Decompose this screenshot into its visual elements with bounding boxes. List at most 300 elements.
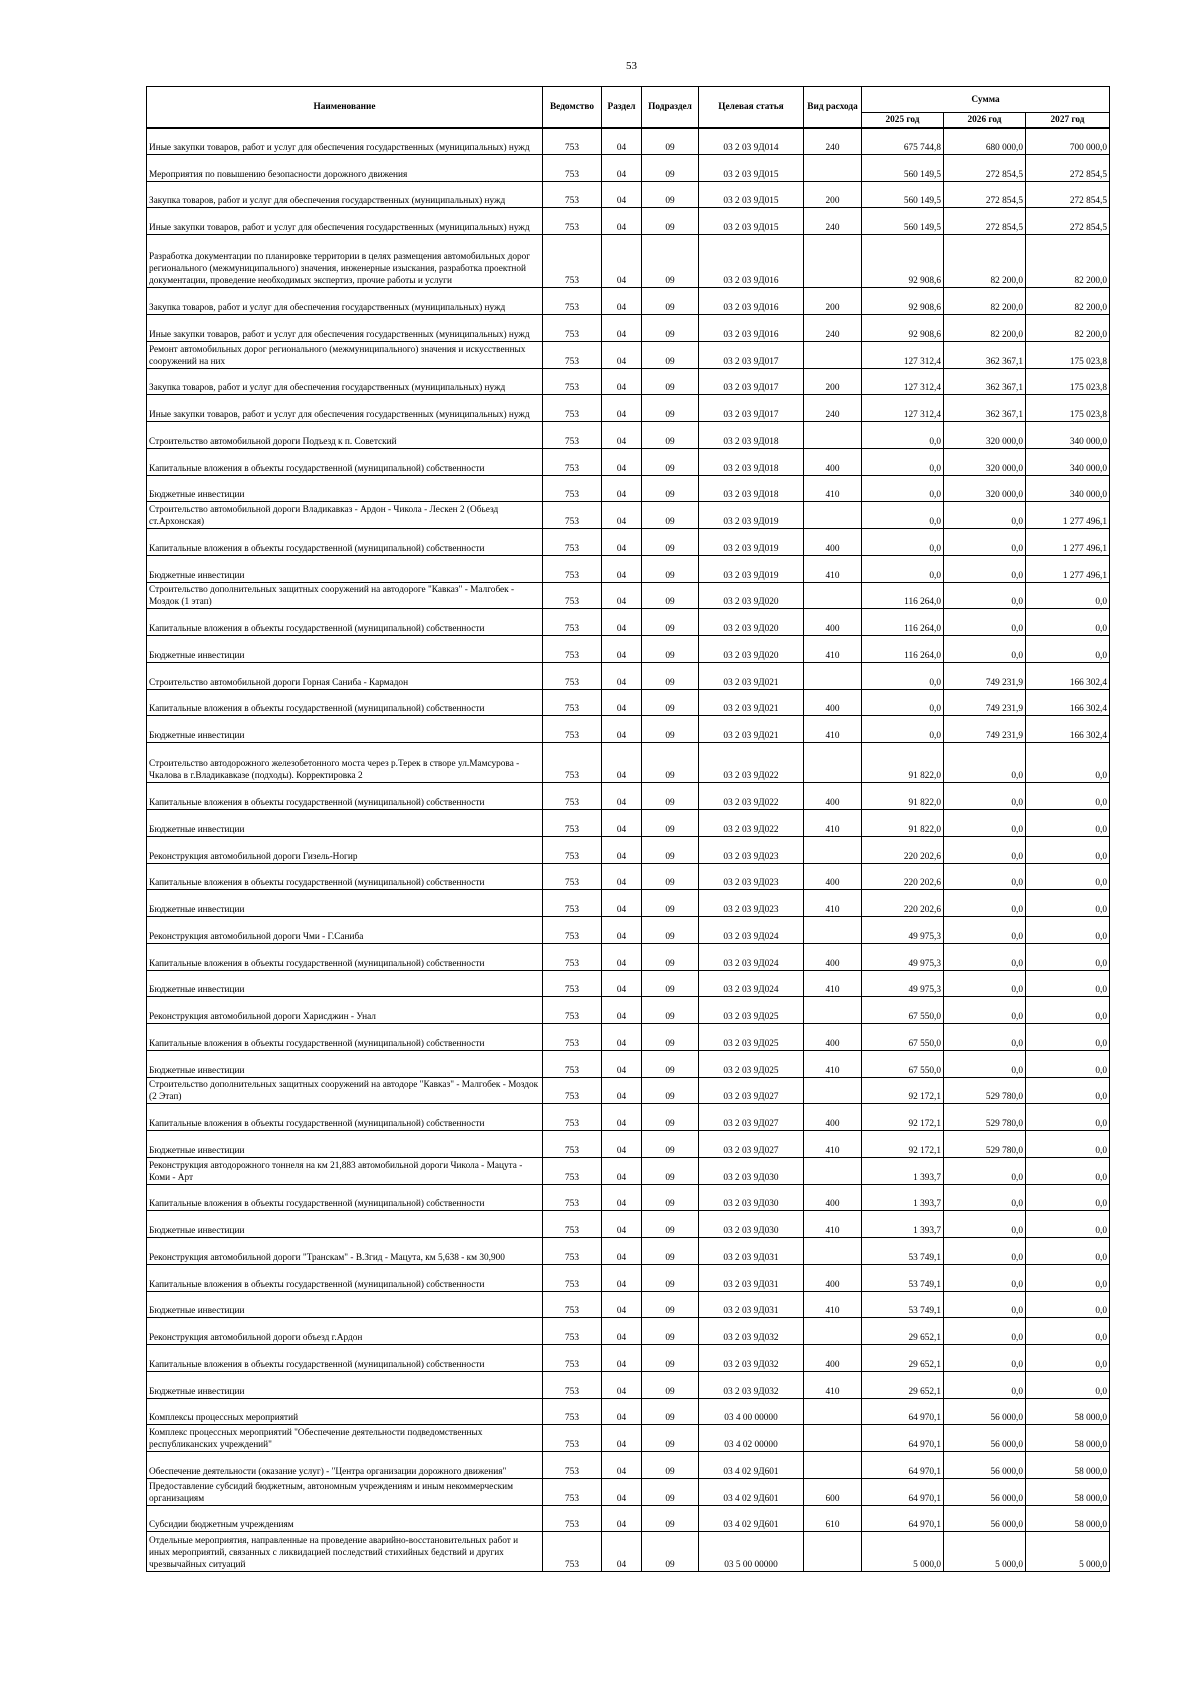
row-name-cell: Разработка документации по планировке территории в целях размещения автомобильных дорог регионального (межмуниципального) значения, инженерные изыскания, разработка проектной документации, проведение необходимых экспертиз, прочие работы и услуги — [147, 235, 543, 288]
row-name-cell: Бюджетные инвестиции — [147, 1131, 543, 1158]
row-sum-2026-cell: 0,0 — [944, 1050, 1026, 1077]
row-vid-cell: 400 — [804, 1104, 862, 1131]
row-podrazdel-cell: 09 — [642, 315, 699, 342]
row-vid-cell: 400 — [804, 1184, 862, 1211]
row-podrazdel-cell: 09 — [642, 662, 699, 689]
row-podrazdel-cell: 09 — [642, 341, 699, 368]
row-sum-2027-cell: 58 000,0 — [1026, 1505, 1110, 1532]
row-vedomstvo-cell: 753 — [543, 716, 602, 743]
row-vid-cell — [804, 1452, 862, 1479]
row-vid-cell — [804, 502, 862, 529]
row-sum-2025-cell: 5 000,0 — [862, 1532, 944, 1572]
row-razdel-cell: 04 — [602, 448, 642, 475]
row-celevaya-cell: 03 2 03 9Д027 — [699, 1131, 804, 1158]
row-podrazdel-cell: 09 — [642, 1077, 699, 1104]
row-razdel-cell: 04 — [602, 1238, 642, 1265]
row-podrazdel-cell: 09 — [642, 1264, 699, 1291]
row-name-cell: Реконструкция автомобильной дороги Гизель-Ногир — [147, 836, 543, 863]
row-razdel-cell: 04 — [602, 1371, 642, 1398]
row-vid-cell: 410 — [804, 475, 862, 502]
row-celevaya-cell: 03 2 03 9Д018 — [699, 448, 804, 475]
row-razdel-cell: 04 — [602, 689, 642, 716]
row-sum-2025-cell: 127 312,4 — [862, 368, 944, 395]
row-celevaya-cell: 03 2 03 9Д015 — [699, 208, 804, 235]
row-celevaya-cell: 03 2 03 9Д032 — [699, 1318, 804, 1345]
row-sum-2027-cell: 0,0 — [1026, 810, 1110, 837]
row-name-cell: Капитальные вложения в объекты государственной (муниципальной) собственности — [147, 783, 543, 810]
row-vedomstvo-cell: 753 — [543, 154, 602, 181]
row-name-cell: Закупка товаров, работ и услуг для обеспечения государственных (муниципальных) нужд — [147, 368, 543, 395]
row-vid-cell: 400 — [804, 1345, 862, 1372]
row-podrazdel-cell: 09 — [642, 1425, 699, 1452]
row-vid-cell: 240 — [804, 208, 862, 235]
row-vid-cell: 400 — [804, 783, 862, 810]
row-sum-2025-cell: 116 264,0 — [862, 636, 944, 663]
row-celevaya-cell: 03 4 02 9Д601 — [699, 1452, 804, 1479]
row-sum-2027-cell: 0,0 — [1026, 997, 1110, 1024]
row-celevaya-cell: 03 2 03 9Д016 — [699, 315, 804, 342]
row-razdel-cell: 04 — [602, 810, 642, 837]
row-name-cell: Реконструкция автомобильной дороги объезд г.Ардон — [147, 1318, 543, 1345]
row-sum-2027-cell: 0,0 — [1026, 1371, 1110, 1398]
row-celevaya-cell: 03 2 03 9Д031 — [699, 1238, 804, 1265]
row-vid-cell: 410 — [804, 1371, 862, 1398]
table-row — [147, 368, 1110, 395]
table-row — [147, 662, 1110, 689]
table-row — [147, 475, 1110, 502]
row-vid-cell: 410 — [804, 890, 862, 917]
row-sum-2026-cell: 529 780,0 — [944, 1104, 1026, 1131]
row-sum-2027-cell: 272 854,5 — [1026, 208, 1110, 235]
table-row — [147, 422, 1110, 449]
row-podrazdel-cell: 09 — [642, 1024, 699, 1051]
row-vid-cell: 410 — [804, 716, 862, 743]
row-sum-2027-cell: 0,0 — [1026, 863, 1110, 890]
row-sum-2027-cell: 82 200,0 — [1026, 235, 1110, 288]
row-vid-cell: 240 — [804, 315, 862, 342]
row-podrazdel-cell: 09 — [642, 555, 699, 582]
row-vedomstvo-cell: 753 — [543, 783, 602, 810]
table-row — [147, 609, 1110, 636]
row-sum-2025-cell: 91 822,0 — [862, 810, 944, 837]
table-row — [147, 1184, 1110, 1211]
row-name-cell: Комплексы процессных мероприятий — [147, 1398, 543, 1425]
row-name-cell: Строительство автомобильной дороги Горная Саниба - Кармадон — [147, 662, 543, 689]
table-row — [147, 448, 1110, 475]
row-sum-2026-cell: 0,0 — [944, 555, 1026, 582]
row-sum-2025-cell: 560 149,5 — [862, 208, 944, 235]
row-sum-2026-cell: 0,0 — [944, 783, 1026, 810]
row-sum-2025-cell: 1 393,7 — [862, 1184, 944, 1211]
row-podrazdel-cell: 09 — [642, 1532, 699, 1572]
row-podrazdel-cell: 09 — [642, 783, 699, 810]
row-razdel-cell: 04 — [602, 836, 642, 863]
row-vedomstvo-cell: 753 — [543, 555, 602, 582]
row-razdel-cell: 04 — [602, 890, 642, 917]
row-podrazdel-cell: 09 — [642, 1398, 699, 1425]
row-podrazdel-cell: 09 — [642, 1371, 699, 1398]
row-podrazdel-cell: 09 — [642, 422, 699, 449]
row-sum-2026-cell: 5 000,0 — [944, 1532, 1026, 1572]
table-row — [147, 1398, 1110, 1425]
row-celevaya-cell: 03 2 03 9Д025 — [699, 1024, 804, 1051]
row-sum-2027-cell: 0,0 — [1026, 1131, 1110, 1158]
row-sum-2025-cell: 67 550,0 — [862, 997, 944, 1024]
table-row — [147, 1077, 1110, 1104]
table-row — [147, 783, 1110, 810]
row-razdel-cell: 04 — [602, 1478, 642, 1505]
row-sum-2026-cell: 749 231,9 — [944, 662, 1026, 689]
row-vedomstvo-cell: 753 — [543, 1024, 602, 1051]
row-sum-2025-cell: 49 975,3 — [862, 970, 944, 997]
row-vid-cell — [804, 154, 862, 181]
row-podrazdel-cell: 09 — [642, 235, 699, 288]
row-celevaya-cell: 03 2 03 9Д025 — [699, 1050, 804, 1077]
header-2027: 2027 год — [1026, 113, 1110, 128]
header-2025: 2025 год — [862, 113, 944, 128]
row-celevaya-cell: 03 2 03 9Д021 — [699, 689, 804, 716]
row-vid-cell: 410 — [804, 1131, 862, 1158]
table-row — [147, 1050, 1110, 1077]
row-razdel-cell: 04 — [602, 662, 642, 689]
row-sum-2026-cell: 0,0 — [944, 836, 1026, 863]
row-vid-cell — [804, 1238, 862, 1265]
table-row — [147, 1532, 1110, 1572]
table-row — [147, 315, 1110, 342]
row-razdel-cell: 04 — [602, 1264, 642, 1291]
row-name-cell: Капитальные вложения в объекты государственной (муниципальной) собственности — [147, 1184, 543, 1211]
row-razdel-cell: 04 — [602, 1184, 642, 1211]
row-sum-2026-cell: 529 780,0 — [944, 1131, 1026, 1158]
row-sum-2025-cell: 92 908,6 — [862, 235, 944, 288]
row-celevaya-cell: 03 2 03 9Д031 — [699, 1291, 804, 1318]
row-sum-2025-cell: 53 749,1 — [862, 1291, 944, 1318]
row-name-cell: Капитальные вложения в объекты государственной (муниципальной) собственности — [147, 1104, 543, 1131]
row-sum-2025-cell: 0,0 — [862, 555, 944, 582]
row-sum-2026-cell: 320 000,0 — [944, 475, 1026, 502]
row-podrazdel-cell: 09 — [642, 395, 699, 422]
row-razdel-cell: 04 — [602, 997, 642, 1024]
row-vedomstvo-cell: 753 — [543, 1184, 602, 1211]
row-name-cell: Комплекс процессных мероприятий "Обеспечение деятельности подведомственных республиканских учреждений" — [147, 1425, 543, 1452]
row-razdel-cell: 04 — [602, 235, 642, 288]
row-razdel-cell: 04 — [602, 422, 642, 449]
row-vid-cell — [804, 1532, 862, 1572]
row-sum-2025-cell: 220 202,6 — [862, 863, 944, 890]
row-vedomstvo-cell: 753 — [543, 997, 602, 1024]
row-razdel-cell: 04 — [602, 1104, 642, 1131]
header-2026: 2026 год — [944, 113, 1026, 128]
table-row — [147, 1452, 1110, 1479]
row-sum-2027-cell: 0,0 — [1026, 636, 1110, 663]
row-sum-2027-cell: 0,0 — [1026, 836, 1110, 863]
row-sum-2025-cell: 53 749,1 — [862, 1238, 944, 1265]
row-vid-cell: 400 — [804, 1024, 862, 1051]
row-sum-2027-cell: 0,0 — [1026, 743, 1110, 783]
row-sum-2027-cell: 0,0 — [1026, 1264, 1110, 1291]
row-vedomstvo-cell: 753 — [543, 1452, 602, 1479]
row-name-cell: Закупка товаров, работ и услуг для обеспечения государственных (муниципальных) нужд — [147, 181, 543, 208]
table-header — [147, 87, 1110, 128]
row-name-cell: Капитальные вложения в объекты государственной (муниципальной) собственности — [147, 943, 543, 970]
row-sum-2025-cell: 64 970,1 — [862, 1398, 944, 1425]
row-celevaya-cell: 03 4 00 00000 — [699, 1398, 804, 1425]
row-celevaya-cell: 03 5 00 00000 — [699, 1532, 804, 1572]
row-razdel-cell: 04 — [602, 1398, 642, 1425]
row-podrazdel-cell: 09 — [642, 970, 699, 997]
row-vedomstvo-cell: 753 — [543, 582, 602, 609]
table-row — [147, 1024, 1110, 1051]
row-vid-cell — [804, 1157, 862, 1184]
row-vedomstvo-cell: 753 — [543, 917, 602, 944]
row-name-cell: Иные закупки товаров, работ и услуг для обеспечения государственных (муниципальных) нужд — [147, 315, 543, 342]
row-vedomstvo-cell: 753 — [543, 890, 602, 917]
row-name-cell: Капитальные вложения в объекты государственной (муниципальной) собственности — [147, 1024, 543, 1051]
row-podrazdel-cell: 09 — [642, 1184, 699, 1211]
row-sum-2027-cell: 0,0 — [1026, 917, 1110, 944]
row-vid-cell: 400 — [804, 529, 862, 556]
table-row — [147, 341, 1110, 368]
table-row — [147, 1211, 1110, 1238]
row-sum-2026-cell: 0,0 — [944, 1264, 1026, 1291]
row-vid-cell: 410 — [804, 970, 862, 997]
row-celevaya-cell: 03 4 02 9Д601 — [699, 1478, 804, 1505]
row-sum-2027-cell: 0,0 — [1026, 943, 1110, 970]
row-celevaya-cell: 03 2 03 9Д030 — [699, 1157, 804, 1184]
row-sum-2027-cell: 1 277 496,1 — [1026, 529, 1110, 556]
row-podrazdel-cell: 09 — [642, 1478, 699, 1505]
row-sum-2025-cell: 92 908,6 — [862, 315, 944, 342]
header-razdel: Раздел — [602, 87, 642, 128]
row-podrazdel-cell: 09 — [642, 582, 699, 609]
row-sum-2025-cell: 49 975,3 — [862, 917, 944, 944]
row-razdel-cell: 04 — [602, 1157, 642, 1184]
row-razdel-cell: 04 — [602, 1532, 642, 1572]
row-sum-2027-cell: 58 000,0 — [1026, 1425, 1110, 1452]
row-name-cell: Капитальные вложения в объекты государственной (муниципальной) собственности — [147, 1264, 543, 1291]
table-row — [147, 716, 1110, 743]
row-razdel-cell: 04 — [602, 555, 642, 582]
row-podrazdel-cell: 09 — [642, 743, 699, 783]
row-name-cell: Строительство дополнительных защитных сооружений на автодороге "Кавказ" - Малгобек - Моздок (1 этап) — [147, 582, 543, 609]
row-sum-2027-cell: 1 277 496,1 — [1026, 502, 1110, 529]
row-sum-2027-cell: 0,0 — [1026, 1104, 1110, 1131]
row-sum-2026-cell: 0,0 — [944, 917, 1026, 944]
row-sum-2026-cell: 320 000,0 — [944, 448, 1026, 475]
row-sum-2026-cell: 0,0 — [944, 1345, 1026, 1372]
row-vedomstvo-cell: 753 — [543, 1211, 602, 1238]
row-sum-2026-cell: 272 854,5 — [944, 208, 1026, 235]
row-sum-2027-cell: 0,0 — [1026, 1184, 1110, 1211]
row-name-cell: Капитальные вложения в объекты государственной (муниципальной) собственности — [147, 448, 543, 475]
row-sum-2027-cell: 166 302,4 — [1026, 689, 1110, 716]
row-podrazdel-cell: 09 — [642, 1050, 699, 1077]
row-sum-2026-cell: 749 231,9 — [944, 716, 1026, 743]
row-podrazdel-cell: 09 — [642, 890, 699, 917]
row-razdel-cell: 04 — [602, 181, 642, 208]
row-name-cell: Обеспечение деятельности (оказание услуг) - "Центра организации дорожного движения" — [147, 1452, 543, 1479]
row-sum-2025-cell: 127 312,4 — [862, 395, 944, 422]
row-podrazdel-cell: 09 — [642, 997, 699, 1024]
table-row — [147, 555, 1110, 582]
row-podrazdel-cell: 09 — [642, 689, 699, 716]
row-name-cell: Строительство автомобильной дороги Подъезд к п. Советский — [147, 422, 543, 449]
header-podrazdel: Подраздел — [642, 87, 699, 128]
row-vid-cell — [804, 341, 862, 368]
row-sum-2025-cell: 560 149,5 — [862, 154, 944, 181]
row-sum-2026-cell: 56 000,0 — [944, 1478, 1026, 1505]
table-row — [147, 288, 1110, 315]
row-razdel-cell: 04 — [602, 475, 642, 502]
row-name-cell: Строительство дополнительных защитных сооружений на автодоре "Кавказ" - Малгобек - Моздок (2 Этап) — [147, 1077, 543, 1104]
row-podrazdel-cell: 09 — [642, 1238, 699, 1265]
row-podrazdel-cell: 09 — [642, 836, 699, 863]
row-sum-2026-cell: 0,0 — [944, 1024, 1026, 1051]
row-razdel-cell: 04 — [602, 636, 642, 663]
row-sum-2025-cell: 1 393,7 — [862, 1157, 944, 1184]
row-celevaya-cell: 03 2 03 9Д025 — [699, 997, 804, 1024]
row-razdel-cell: 04 — [602, 154, 642, 181]
row-podrazdel-cell: 09 — [642, 208, 699, 235]
row-sum-2027-cell: 340 000,0 — [1026, 448, 1110, 475]
row-sum-2025-cell: 91 822,0 — [862, 743, 944, 783]
row-name-cell: Реконструкция автомобильной дороги Харисджин - Унал — [147, 997, 543, 1024]
row-name-cell: Строительство автодорожного железобетонного моста через р.Терек в створе ул.Мамсурова - Чкалова в г.Владикавказе (подходы). Корректировка 2 — [147, 743, 543, 783]
row-celevaya-cell: 03 2 03 9Д016 — [699, 235, 804, 288]
table-row — [147, 743, 1110, 783]
row-celevaya-cell: 03 2 03 9Д030 — [699, 1211, 804, 1238]
row-razdel-cell: 04 — [602, 1024, 642, 1051]
table-row — [147, 970, 1110, 997]
row-podrazdel-cell: 09 — [642, 1345, 699, 1372]
row-sum-2026-cell: 0,0 — [944, 502, 1026, 529]
row-vedomstvo-cell: 753 — [543, 315, 602, 342]
table-row — [147, 1478, 1110, 1505]
row-sum-2026-cell: 0,0 — [944, 943, 1026, 970]
row-razdel-cell: 04 — [602, 943, 642, 970]
row-razdel-cell: 04 — [602, 208, 642, 235]
row-sum-2026-cell: 0,0 — [944, 1371, 1026, 1398]
row-name-cell: Капитальные вложения в объекты государственной (муниципальной) собственности — [147, 1345, 543, 1372]
table-row — [147, 1371, 1110, 1398]
row-name-cell: Мероприятия по повышению безопасности дорожного движения — [147, 154, 543, 181]
row-celevaya-cell: 03 2 03 9Д015 — [699, 154, 804, 181]
row-celevaya-cell: 03 2 03 9Д017 — [699, 395, 804, 422]
row-podrazdel-cell: 09 — [642, 1452, 699, 1479]
row-name-cell: Иные закупки товаров, работ и услуг для обеспечения государственных (муниципальных) нужд — [147, 395, 543, 422]
row-celevaya-cell: 03 2 03 9Д024 — [699, 943, 804, 970]
row-razdel-cell: 04 — [602, 743, 642, 783]
row-vedomstvo-cell: 753 — [543, 181, 602, 208]
row-podrazdel-cell: 09 — [642, 1318, 699, 1345]
table-row — [147, 1345, 1110, 1372]
row-name-cell: Бюджетные инвестиции — [147, 810, 543, 837]
row-vedomstvo-cell: 753 — [543, 1398, 602, 1425]
row-celevaya-cell: 03 2 03 9Д017 — [699, 341, 804, 368]
row-vedomstvo-cell: 753 — [543, 128, 602, 155]
row-sum-2025-cell: 0,0 — [862, 716, 944, 743]
row-vedomstvo-cell: 753 — [543, 529, 602, 556]
row-sum-2027-cell: 175 023,8 — [1026, 395, 1110, 422]
row-vid-cell — [804, 1077, 862, 1104]
row-sum-2026-cell: 56 000,0 — [944, 1452, 1026, 1479]
row-celevaya-cell: 03 2 03 9Д023 — [699, 863, 804, 890]
row-razdel-cell: 04 — [602, 917, 642, 944]
row-vedomstvo-cell: 753 — [543, 1077, 602, 1104]
row-vid-cell: 410 — [804, 1050, 862, 1077]
row-vedomstvo-cell: 753 — [543, 288, 602, 315]
row-name-cell: Бюджетные инвестиции — [147, 555, 543, 582]
row-vedomstvo-cell: 753 — [543, 689, 602, 716]
row-razdel-cell: 04 — [602, 288, 642, 315]
row-vedomstvo-cell: 753 — [543, 341, 602, 368]
row-sum-2025-cell: 1 393,7 — [862, 1211, 944, 1238]
row-sum-2025-cell: 67 550,0 — [862, 1050, 944, 1077]
row-name-cell: Капитальные вложения в объекты государственной (муниципальной) собственности — [147, 689, 543, 716]
row-razdel-cell: 04 — [602, 1452, 642, 1479]
row-celevaya-cell: 03 2 03 9Д015 — [699, 181, 804, 208]
row-vid-cell — [804, 836, 862, 863]
row-name-cell: Отдельные мероприятия, направленные на проведение аварийно-восстановительных работ и иных мероприятий, связанных с ликвидацией последствий стихийных бедствий и других чрезвычайных ситуаций — [147, 1532, 543, 1572]
header-summa: Сумма — [862, 87, 1110, 113]
row-vid-cell: 200 — [804, 368, 862, 395]
row-celevaya-cell: 03 2 03 9Д020 — [699, 609, 804, 636]
row-celevaya-cell: 03 2 03 9Д018 — [699, 475, 804, 502]
row-razdel-cell: 04 — [602, 341, 642, 368]
row-razdel-cell: 04 — [602, 1077, 642, 1104]
row-sum-2027-cell: 5 000,0 — [1026, 1532, 1110, 1572]
row-vedomstvo-cell: 753 — [543, 1505, 602, 1532]
row-vedomstvo-cell: 753 — [543, 1318, 602, 1345]
row-name-cell: Бюджетные инвестиции — [147, 970, 543, 997]
row-vid-cell — [804, 422, 862, 449]
row-sum-2025-cell: 91 822,0 — [862, 783, 944, 810]
row-name-cell: Предоставление субсидий бюджетным, автономным учреждениям и иным некоммерческим организациям — [147, 1478, 543, 1505]
row-sum-2025-cell: 0,0 — [862, 422, 944, 449]
row-sum-2026-cell: 362 367,1 — [944, 368, 1026, 395]
row-sum-2027-cell: 0,0 — [1026, 582, 1110, 609]
row-sum-2026-cell: 0,0 — [944, 1238, 1026, 1265]
row-sum-2027-cell: 1 277 496,1 — [1026, 555, 1110, 582]
row-sum-2025-cell: 0,0 — [862, 662, 944, 689]
row-celevaya-cell: 03 2 03 9Д030 — [699, 1184, 804, 1211]
table-row — [147, 128, 1110, 155]
row-sum-2025-cell: 0,0 — [862, 689, 944, 716]
row-sum-2025-cell: 220 202,6 — [862, 836, 944, 863]
table-row — [147, 1157, 1110, 1184]
row-sum-2027-cell: 0,0 — [1026, 609, 1110, 636]
row-sum-2025-cell: 116 264,0 — [862, 609, 944, 636]
row-vedomstvo-cell: 753 — [543, 1264, 602, 1291]
row-sum-2027-cell: 0,0 — [1026, 1024, 1110, 1051]
row-sum-2027-cell: 700 000,0 — [1026, 128, 1110, 155]
table-row — [147, 208, 1110, 235]
row-sum-2026-cell: 82 200,0 — [944, 288, 1026, 315]
row-vid-cell: 200 — [804, 181, 862, 208]
row-name-cell: Капитальные вложения в объекты государственной (муниципальной) собственности — [147, 529, 543, 556]
row-sum-2026-cell: 362 367,1 — [944, 341, 1026, 368]
table-row — [147, 1104, 1110, 1131]
row-sum-2026-cell: 680 000,0 — [944, 128, 1026, 155]
table-row — [147, 529, 1110, 556]
table-row — [147, 1291, 1110, 1318]
table-row — [147, 863, 1110, 890]
row-vedomstvo-cell: 753 — [543, 662, 602, 689]
row-sum-2026-cell: 0,0 — [944, 636, 1026, 663]
row-celevaya-cell: 03 2 03 9Д022 — [699, 743, 804, 783]
table-body — [147, 128, 1110, 1572]
row-vid-cell: 410 — [804, 1211, 862, 1238]
